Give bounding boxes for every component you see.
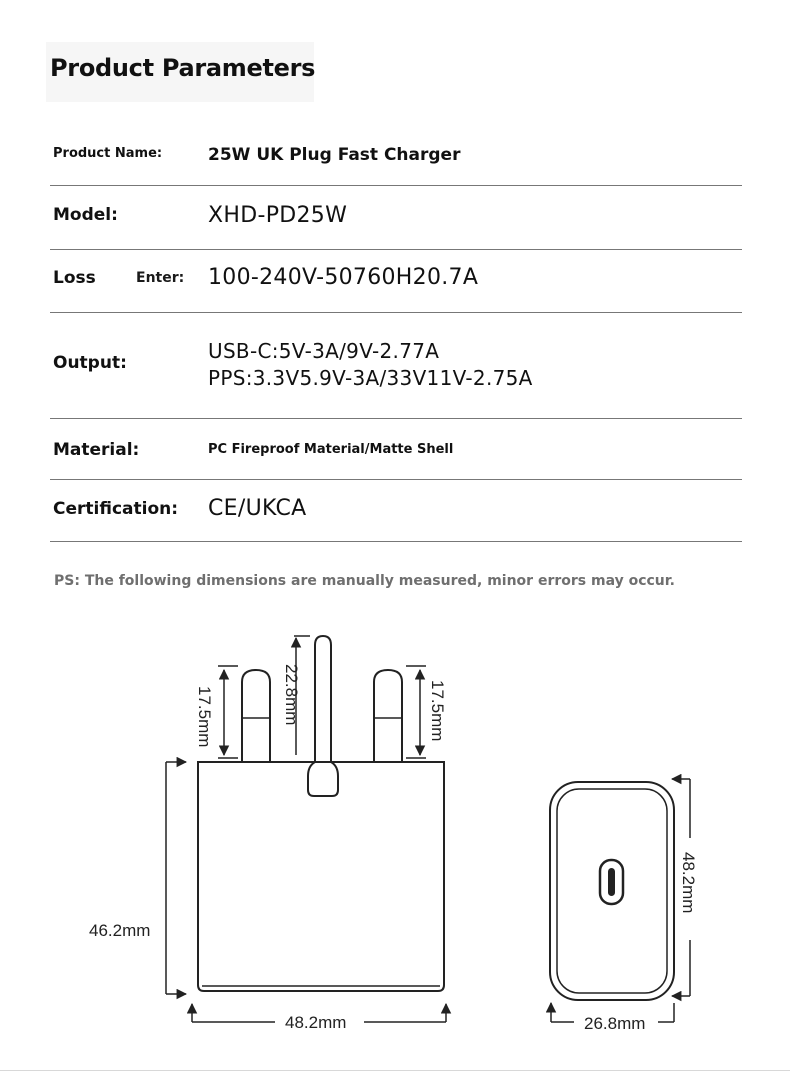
charger-side-view [550,782,674,1000]
right-pin [374,670,402,762]
input-sublabel: Enter: [136,270,185,286]
input-value: 100-240V-50760H20.7A [208,265,479,290]
input-label: Loss [53,268,96,288]
product-name-label: Product Name: [53,146,163,161]
body-height-dimension-label: 46.2mm [89,921,151,940]
right-pin-dimension-label: 17.5mm [428,680,447,742]
output-value-line2: PPS:3.3V5.9V-3A/33V11V-2.75A [208,366,533,390]
material-label: Material: [53,440,140,460]
output-label: Output: [53,353,127,373]
model-label: Model: [53,205,118,225]
left-pin-dimension-label: 17.5mm [195,686,214,748]
certification-value: CE/UKCA [208,496,307,521]
center-pin-dimension-label: 22.8mm [282,664,301,726]
model-value: XHD-PD25W [208,203,348,228]
certification-label: Certification: [53,499,179,519]
side-height-dimension-label: 48.2mm [679,852,698,914]
output-value-line1: USB-C:5V-3A/9V-2.77A [208,339,440,363]
charger-front-view [198,636,444,991]
material-value: PC Fireproof Material/Matte Shell [208,442,454,457]
earth-pin [315,636,331,762]
bottom-border [0,1070,790,1071]
product-name-value: 25W UK Plug Fast Charger [208,145,461,165]
body-width-dimension-label: 48.2mm [285,1013,347,1032]
page-title: Product Parameters [50,54,316,82]
side-width-dimension-label: 26.8mm [584,1014,646,1033]
measurement-note: PS: The following dimensions are manually measured, minor errors may occur. [54,573,675,589]
left-pin [242,670,270,762]
